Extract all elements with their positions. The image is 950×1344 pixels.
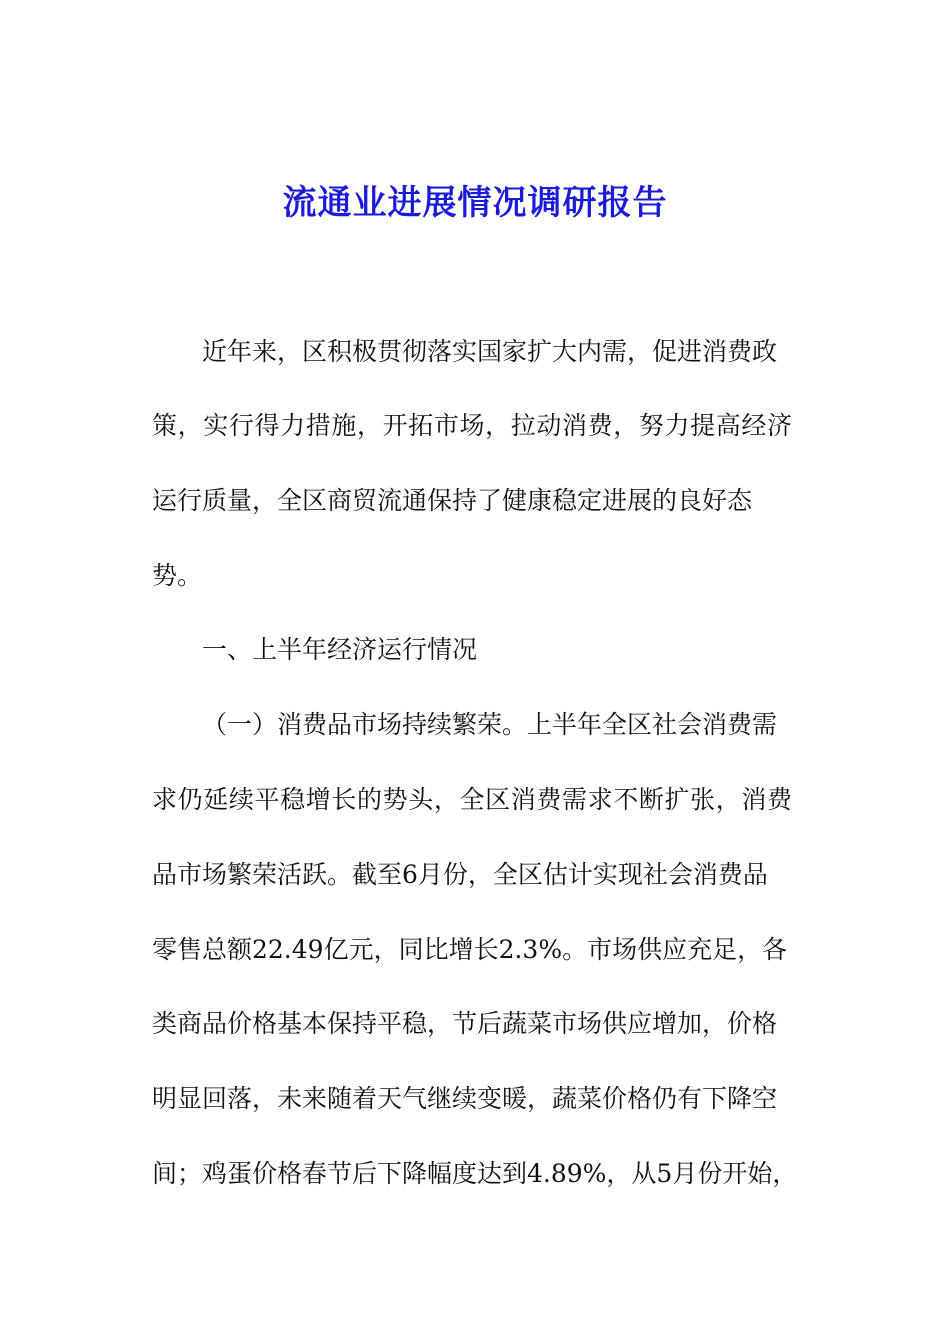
document-title: 流通业进展情况调研报告 xyxy=(282,183,668,223)
paragraph-line: 求仍延续平稳增长的势头，全区消费需求不断扩张，消费 xyxy=(152,785,792,814)
paragraph-line: 运行质量，全区商贸流通保持了健康稳定进展的良好态 xyxy=(152,486,753,515)
paragraph-line: 策，实行得力措施，开拓市场，拉动消费，努力提高经济 xyxy=(152,411,792,440)
paragraph-line: 势。 xyxy=(152,561,203,590)
paragraph-line: （一）消费品市场持续繁荣。上半年全区社会消费需 xyxy=(202,710,778,739)
paragraph-line: 明显回落，未来随着天气继续变暖，蔬菜价格仍有下降空 xyxy=(152,1084,778,1113)
paragraph-line: 类商品价格基本保持平稳，节后蔬菜市场供应增加，价格 xyxy=(152,1009,778,1038)
paragraph-line: 品市场繁荣活跃。截至6月份，全区估计实现社会消费品 xyxy=(152,860,768,889)
document-body xyxy=(152,0,800,1344)
paragraph-line: 零售总额22.49亿元，同比增长2.3%。市场供应充足，各 xyxy=(152,935,788,964)
section-heading: 一、上半年经济运行情况 xyxy=(202,635,478,664)
paragraph-line: 间；鸡蛋价格春节后下降幅度达到4.89%，从5月份开始， xyxy=(152,1159,798,1188)
paragraph-line: 近年来，区积极贯彻落实国家扩大内需，促进消费政 xyxy=(202,337,778,366)
